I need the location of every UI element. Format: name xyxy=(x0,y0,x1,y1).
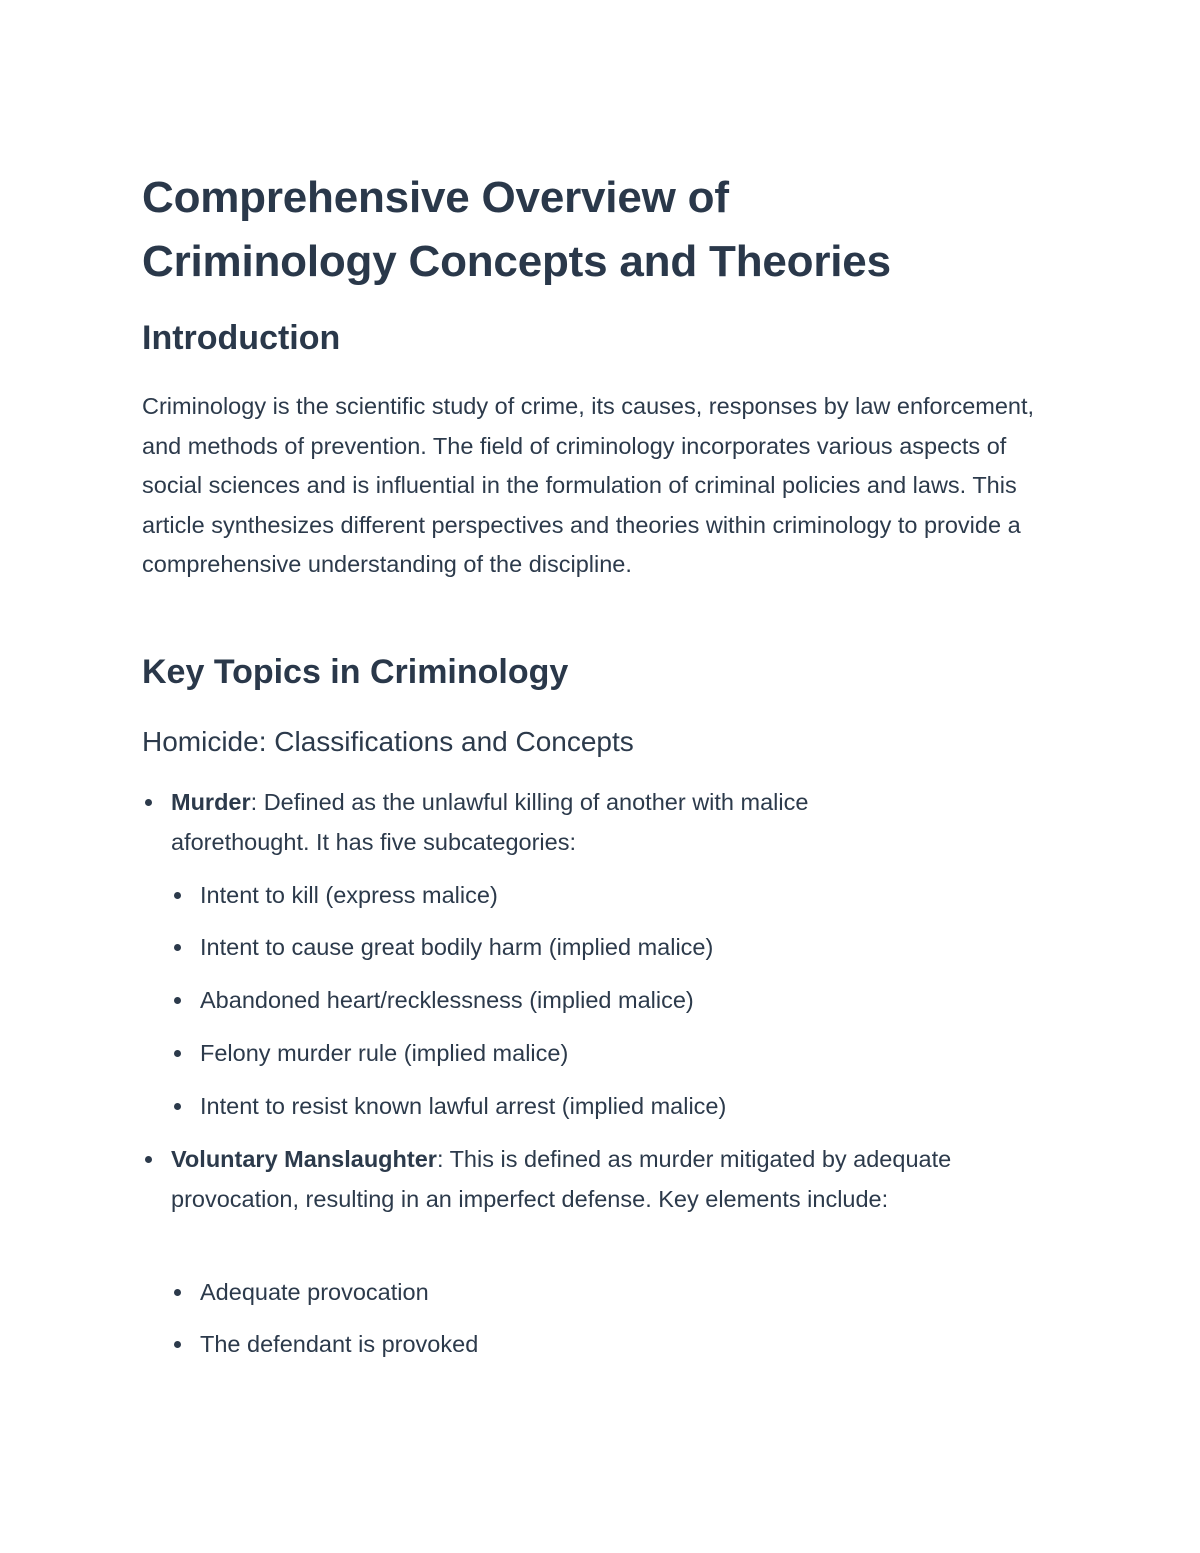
bullet-icon xyxy=(174,1289,181,1296)
subitem-text: Intent to resist known lawful arrest (implied malice) xyxy=(200,1093,727,1119)
list-item-voluntary-manslaughter xyxy=(171,1140,1046,1219)
subitem-text: Intent to kill (express malice) xyxy=(200,882,498,908)
introduction-paragraph: Criminology is the scientific study of crime, its causes, responses by law enforcement, and methods of prevention. The field of criminology incorporates various aspects of social sciences and is influential in the formulation of criminal policies and laws. This article synthesizes different perspectives and theories within criminology to provide a comprehensive understanding of the discipline. xyxy=(142,393,1035,577)
homicide-heading: Homicide: Classifications and Concepts xyxy=(142,726,634,757)
bullet-icon xyxy=(174,1050,181,1057)
key-topics-heading: Key Topics in Criminology xyxy=(142,653,569,691)
bullet-icon xyxy=(174,892,181,899)
murder-definition: : Defined as the unlawful killing of another with malice aforethought. It has five subcategories: xyxy=(171,789,809,855)
list-item-murder-sub-1 xyxy=(200,876,498,916)
subitem-text: Felony murder rule (implied malice) xyxy=(200,1040,569,1066)
subitem-text: The defendant is provoked xyxy=(200,1331,479,1357)
subitem-text: Abandoned heart/recklessness (implied malice) xyxy=(200,987,694,1013)
list-item-murder-sub-4 xyxy=(200,1034,568,1074)
bullet-icon xyxy=(174,997,181,1004)
bullet-icon xyxy=(145,1156,152,1163)
voluntary-manslaughter-term: Voluntary Manslaughter xyxy=(171,1146,437,1172)
murder-term: Murder xyxy=(171,789,251,815)
subitem-text: Adequate provocation xyxy=(200,1279,429,1305)
bullet-icon xyxy=(174,944,181,951)
subitem-text: Intent to cause great bodily harm (implied malice) xyxy=(200,934,714,960)
list-item-murder-sub-5 xyxy=(200,1087,726,1127)
list-item-manslaughter-sub-2 xyxy=(200,1325,478,1365)
title-line-1: Comprehensive Overview of xyxy=(142,173,729,222)
introduction-heading: Introduction xyxy=(142,319,341,357)
list-item-manslaughter-sub-1 xyxy=(200,1273,429,1313)
list-item-murder-sub-2 xyxy=(200,928,713,968)
bullet-icon xyxy=(174,1103,181,1110)
bullet-icon xyxy=(174,1341,181,1348)
title-line-2: Criminology Concepts and Theories xyxy=(142,237,891,286)
list-item-murder-sub-3 xyxy=(200,981,694,1021)
bullet-icon xyxy=(145,799,152,806)
voluntary-manslaughter-definition: : This is defined as murder mitigated by adequate provocation, resulting in an imperfect defense. Key elements include: xyxy=(171,1146,952,1212)
document-title xyxy=(142,166,1042,294)
list-item-murder xyxy=(171,783,931,862)
